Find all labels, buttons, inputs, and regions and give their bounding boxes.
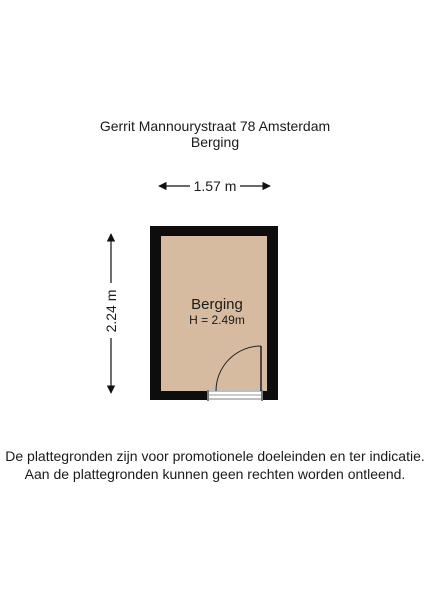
- door-jamb-right: [261, 390, 263, 401]
- disclaimer-line-2: Aan de plattegronden kunnen geen rechten worden ontleend.: [24, 466, 406, 482]
- address-title: Gerrit Mannourystraat 78 Amsterdam: [99, 118, 331, 134]
- room-ceiling-height: H = 2.49m: [189, 313, 245, 327]
- disclaimer-line-1: De plattegronden zijn voor promotionele doeleinden en ter indicatie.: [5, 448, 425, 464]
- floor-title: Berging: [190, 134, 240, 150]
- width-dimension: [159, 178, 270, 194]
- room-berging: [150, 226, 278, 401]
- room-name: Berging: [191, 296, 243, 313]
- height-label: 2.24 m: [103, 289, 119, 333]
- height-dimension: [103, 234, 119, 393]
- disclaimer: [0, 447, 430, 483]
- door-jamb-left: [207, 390, 209, 401]
- width-label: 1.57 m: [193, 178, 237, 194]
